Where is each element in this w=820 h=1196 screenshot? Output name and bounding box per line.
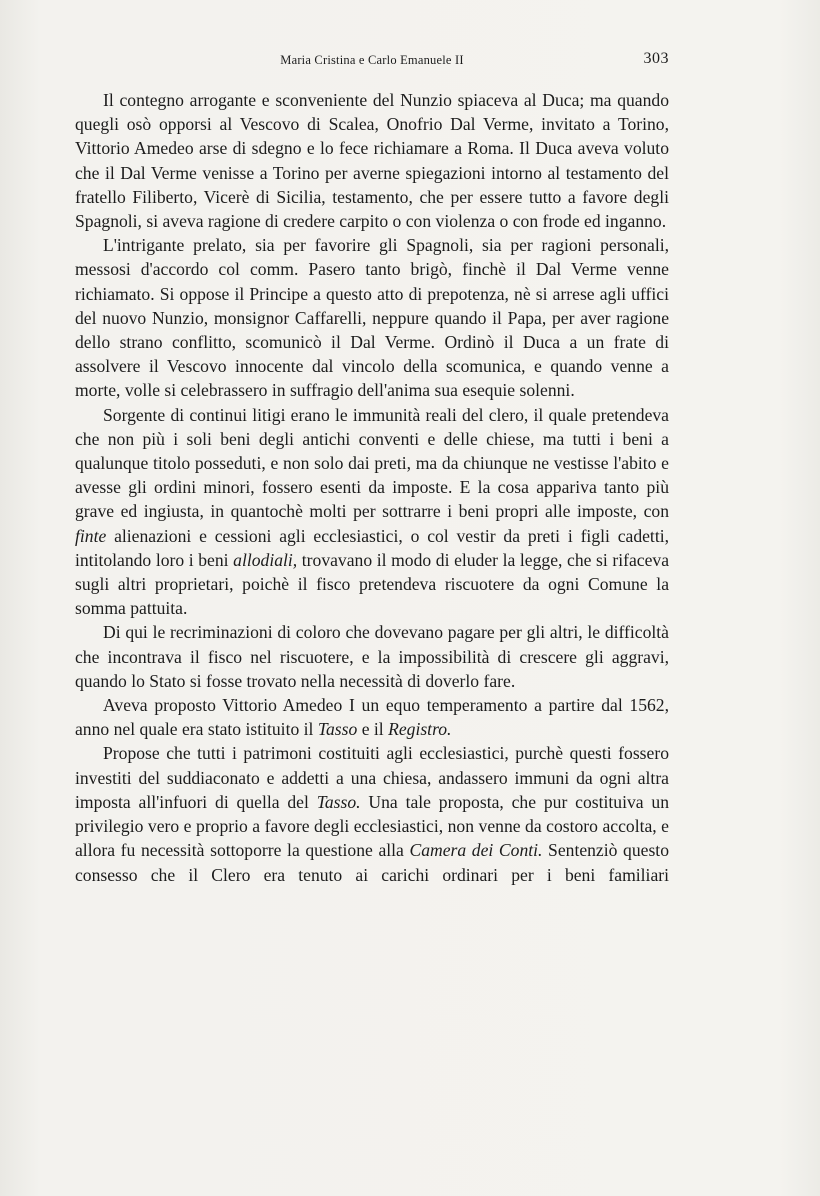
paragraph-1: Il contegno arrogante e sconveniente del Nunzio spiaceva al Duca; ma quando quegli osò opporsi al Vescovo di Scalea, Onofrio Dal Verme, invitato a Torino, Vittorio Amedeo arse di sdegno e lo fece richiamare a Roma. Il Duca aveva voluto che il Dal Verme venisse a Torino per averne spiegazioni intorno al testamento del fratello Filiberto, Vicerè di Sicilia, testamento, che per essere tutto a favore degli Spagnoli, si aveva ragione di credere carpito o con violenza o con frode ed inganno. xyxy=(75,90,669,232)
italic-allodiali: allodiali, xyxy=(233,549,298,570)
page-number: 303 xyxy=(643,50,669,67)
running-title: Maria Cristina e Carlo Emanuele II xyxy=(280,53,464,67)
paragraph-5-part-b: e il xyxy=(357,719,389,740)
paragraph-6-part-c: Sentenziò questo consesso che il Clero era tenuto ai carichi ordinari per i beni familiari xyxy=(75,840,669,885)
body-text xyxy=(75,88,669,887)
paragraph-3-part-b: alienazioni e cessioni agli ecclesiastici, o col vestir da preti i figli cadetti, intitolando loro i beni xyxy=(75,525,669,570)
paragraph-5-part-a: Aveva proposto Vittorio Amedeo I un equo temperamento a partire dal 1562, anno nel quale era stato istituito il xyxy=(75,695,669,740)
paragraph-3-part-c: trovavano il modo di eluder la legge, che si rifaceva sugli altri proprietari, poichè il fisco pretendeva riscuotere da ogni Comune la somma pattuita. xyxy=(75,549,669,619)
italic-tasso: Tasso xyxy=(317,719,358,740)
paragraph-4: Di qui le recriminazioni di coloro che dovevano pagare per gli altri, le difficoltà che incontrava il fisco nel riscuotere, e la impossibilità di crescere gli aggravi, quando lo Stato si fosse trovato nella necessità di doverlo fare. xyxy=(75,622,669,691)
italic-registro: Registro. xyxy=(388,719,452,740)
italic-tasso-2: Tasso. xyxy=(316,791,361,812)
paragraph-3 xyxy=(75,403,669,621)
paragraph-6-part-b: Una tale proposta, che pur costituiva un privilegio vero e proprio a favore degli ecclesiastici, non venne da costoro accolta, e allora fu necessità sottoporre la questione alla xyxy=(75,791,670,861)
italic-finte: finte xyxy=(75,525,107,546)
paragraph-2: L'intrigante prelato, sia per favorire gli Spagnoli, sia per ragioni personali, messosi d'accordo col comm. Pasero tanto brigò, finchè il Dal Verme venne richiamato. Si oppose il Principe a questo atto di prepotenza, nè si arrese agli uffici del nuovo Nunzio, monsignor Caffarelli, neppure quando il Papa, per aver ragione dello strano conflitto, scomunicò il Dal Verme. Ordinò il Duca a un frate di assolvere il Vescovo innocente dal vincolo della scomunica, e quando venne a morte, volle si celebrassero in suffragio dell'anima sua esequie solenni. xyxy=(75,235,669,401)
italic-camera-dei-conti: Camera dei Conti. xyxy=(409,840,543,861)
paragraph-5 xyxy=(75,693,669,741)
paragraph-6-part-a: Propose che tutti i patrimoni costituiti agli ecclesiastici, purchè questi fossero investiti del suddiaconato e addetti a una chiesa, andassero immuni da ogni altra imposta all'infuori di quella del xyxy=(75,743,669,812)
paragraph-6 xyxy=(75,741,669,886)
page-header xyxy=(75,50,669,72)
paragraph-3-part-a: Sorgente di continui litigi erano le immunità reali del clero, il quale pretendeva che non più i soli beni degli antichi conventi e delle chiese, ma tutti i beni a qualunque titolo posseduti, e non solo dai preti, ma da chiunque ne vestisse l'abito e avesse gli ordini minori, fossero esenti da imposte. E la cosa appariva tanto più grave ed ingiusta, in quantochè molti per sottrarre i beni propri alle imposte, con xyxy=(75,404,669,522)
